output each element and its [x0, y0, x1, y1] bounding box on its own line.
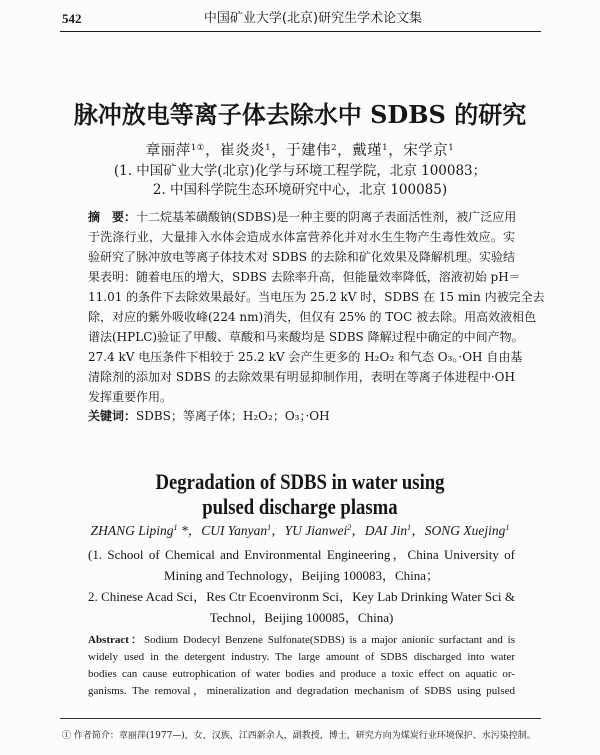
author-affiliation-mark: 1①	[190, 142, 206, 153]
abstract-line: bodies can cause eutrophication of water bodies and produce a toxic effect on aquatic or-	[88, 668, 515, 680]
abstract-line: 于洗涤行业，大量排入水体会造成水体富营养化并对水生生物产生毒性效应。实	[88, 230, 515, 244]
abstract-line: widely used in the detergent industry. The large amount of SDBS discharged into water	[88, 651, 515, 663]
running-header: 中国矿业大学(北京)研究生学术论文集	[203, 11, 423, 26]
abstract-label: Abstract：	[88, 634, 144, 646]
author-separator: ，	[187, 523, 202, 538]
author-separator: ，	[351, 523, 365, 538]
abstract-line	[88, 632, 515, 649]
author-separator: ，	[337, 143, 353, 159]
author-affiliation-mark: 2	[347, 523, 352, 533]
author-name: 于建伟	[286, 143, 332, 159]
affiliation-english-line: Mining and Technology，Beijing 100083，China；	[163, 568, 440, 583]
abstract-line: 11.01 的条件下去除效果最好。当电压为 25.2 kV 时，SDBS 在 15 min 内被完全去	[88, 290, 545, 304]
author-separator: ，	[205, 143, 221, 159]
abstract-text: Sodium Dodecyl Benzene Sulfonate(SDBS) is a major anionic surfactant and is	[144, 634, 515, 646]
abstract-line: 除，对应的紫外吸收峰(224 nm)消失，但仅有 25% 的 TOC 被去除。用高效液相色	[88, 310, 537, 324]
author-affiliation-mark: 1	[407, 523, 412, 533]
header-rule	[60, 31, 541, 32]
keywords-chinese	[88, 406, 515, 426]
author-name: CUI Yanyan	[201, 523, 268, 538]
title-english-text: Degradation of SDBS in water using	[155, 469, 445, 494]
affiliation-english-line: 2. Chinese Acad Sci，Res Ctr Ecoenvironm Sci，Key Lab Drinking Water Sci &	[88, 589, 515, 604]
abstract-line: 27.4 kV 电压条件下相较于 25.2 kV 会产生更多的 H₂O₂ 和气态 O₃。·OH 自由基	[88, 350, 523, 364]
affiliations-english	[88, 544, 515, 628]
abstract-line: 发挥重要作用。	[88, 390, 173, 404]
abstract-line: 谱法(HPLC)验证了甲酸、草酸和马来酸均是 SDBS 降解过程中确定的中间产物。	[88, 330, 524, 344]
author-name: YU Jianwei	[284, 523, 348, 538]
title-english-line-2	[0, 494, 600, 520]
author-affiliation-mark: 1	[173, 523, 178, 533]
title-chinese: 脉冲放电等离子体去除水中 SDBS 的研究	[73, 100, 527, 129]
footnote-mark: ①	[62, 731, 72, 741]
abstract-line: 果表明：随着电压的增大，SDBS 去除率升高，但能量效率降低，溶液初始 pH＝	[88, 270, 521, 284]
footnote-text: 作者简介：章丽萍(1977—)，女，汉族，江西新余人，副教授，博士，研究方向为煤炭行业环境保护、水污染控制。	[71, 731, 536, 741]
author-name: ZHANG Liping	[90, 523, 174, 538]
abstract-english	[88, 632, 515, 700]
author-separator: ，	[411, 523, 425, 538]
affiliation-english-line: Technol，Beijing 100085，China)	[209, 610, 394, 625]
keywords-text: SDBS；等离子体；H₂O₂；O₃；·OH	[136, 409, 330, 423]
corresponding-author-mark: *	[177, 523, 188, 538]
authors-english	[0, 522, 600, 540]
affiliation-chinese-1: (1. 中国矿业大学(北京)化学与环境工程学院，北京 100083；	[113, 163, 487, 179]
abstract-label: 摘 要：	[88, 210, 137, 224]
author-separator: ，	[271, 523, 285, 538]
affiliation-english-line: (1. School of Chemical and Environmental Engineering，China University of	[88, 547, 515, 562]
footnote	[62, 730, 542, 742]
author-name: DAI Jin	[364, 523, 408, 538]
author-separator: ，	[271, 143, 287, 159]
abstract-text: 十二烷基苯磺酸钠(SDBS)是一种主要的阴离子表面活性剂，被广泛应用	[136, 210, 517, 224]
abstract-line: ganisms. The removal，mineralization and degradation mechanism of SDBS using pulsed	[88, 685, 515, 697]
author-affiliation-mark: 1	[265, 142, 272, 153]
author-name: 戴瑾	[352, 143, 383, 159]
author-name: SONG Xuejing	[424, 523, 506, 538]
author-name: 章丽萍	[145, 143, 191, 159]
author-affiliation-mark: 2	[331, 142, 338, 153]
author-affiliation-mark: 1	[382, 142, 389, 153]
abstract-chinese	[88, 207, 545, 407]
author-affiliation-mark: 1	[505, 523, 510, 533]
affiliation-chinese-2: 2. 中国科学院生态环境研究中心，北京 100085)	[152, 182, 448, 198]
abstract-line: 清除剂的添加对 SDBS 的去除效果有明显抑制作用，表明在等离子体进程中·OH	[88, 370, 515, 384]
page-number: 542	[62, 11, 82, 26]
author-affiliation-mark: 1	[267, 523, 272, 533]
author-name: 崔炎炎	[220, 143, 266, 159]
author-affiliation-mark: 1	[448, 142, 455, 153]
footnote-rule	[60, 718, 541, 719]
title-english-text: pulsed discharge plasma	[202, 494, 398, 519]
author-separator: ，	[388, 143, 404, 159]
title-english-line-1	[0, 469, 600, 495]
abstract-line	[88, 207, 515, 227]
keywords-label: 关键词：	[88, 409, 137, 423]
author-name: 宋学京	[403, 143, 449, 159]
authors-chinese	[0, 142, 600, 160]
abstract-line: 验研究了脉冲放电等离子体技术对 SDBS 的去除和矿化效果及降解机理。实验结	[88, 250, 515, 264]
